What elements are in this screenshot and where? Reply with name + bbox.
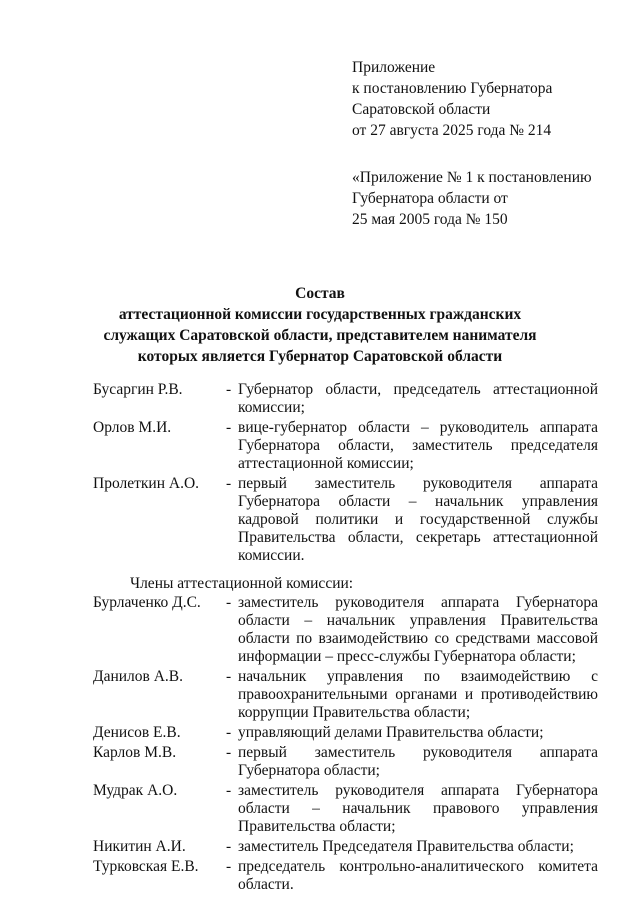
- header-line: Губернатора области от: [352, 190, 508, 207]
- member-role: Губернатор области, председатель аттестационной комиссии;: [238, 381, 598, 416]
- member-row: [93, 668, 598, 722]
- dash: -: [226, 668, 232, 685]
- member-name: Бурлаченко Д.С.: [93, 594, 201, 611]
- dash: -: [226, 782, 232, 799]
- member-name: Турковская Е.В.: [93, 858, 199, 875]
- header-line: Саратовской области: [352, 101, 491, 118]
- member-name: Пролеткин А.О.: [93, 475, 200, 492]
- member-row: [93, 858, 598, 894]
- member-name: Данилов А.В.: [93, 668, 184, 685]
- title-line: которых является Губернатор Саратовской области: [137, 348, 503, 365]
- appendix-header: [352, 57, 640, 141]
- member-row: [93, 782, 598, 836]
- dash: -: [226, 838, 232, 855]
- header-line: от 27 августа 2025 года № 214: [352, 122, 552, 139]
- member-name: Мудрак А.О.: [93, 782, 178, 799]
- member-row: [93, 594, 598, 666]
- member-role: вице-губернатор области – руководитель аппарата Губернатора области, заместитель председателя аттестационной комиссии;: [238, 419, 598, 472]
- member-role: председатель контрольно-аналитического комитета области.: [238, 858, 598, 893]
- title-line: служащих Саратовской области, представителем нанимателя: [103, 327, 537, 344]
- member-name: Карлов М.В.: [93, 744, 177, 761]
- document-title: [0, 283, 640, 367]
- title-line: Состав: [295, 285, 345, 302]
- member-role: управляющий делами Правительства области;: [238, 724, 544, 741]
- dash: -: [226, 858, 232, 875]
- member-role: первый заместитель руководителя аппарата Губернатора области – начальник управления кадровой политики и государственной службы Правительства области, секретарь аттестационной комиссии.: [238, 475, 598, 564]
- member-name: Денисов Е.В.: [93, 724, 181, 741]
- member-name: Орлов М.И.: [93, 419, 172, 436]
- member-row: [93, 744, 598, 780]
- dash: -: [226, 475, 232, 492]
- header-line: «Приложение № 1 к постановлению: [352, 169, 592, 186]
- dash: -: [226, 419, 232, 436]
- header-line: к постановлению Губернатора: [352, 80, 553, 97]
- member-row: [93, 724, 598, 742]
- member-role: первый заместитель руководителя аппарата Губернатора области;: [238, 744, 598, 779]
- member-row: [93, 419, 598, 473]
- title-line: аттестационной комиссии государственных гражданских: [118, 306, 522, 323]
- dash: -: [226, 381, 232, 398]
- appendix-header-original: [352, 167, 640, 230]
- dash: -: [226, 594, 232, 611]
- header-line: Приложение: [352, 59, 436, 76]
- member-name: Бусаргин Р.В.: [93, 381, 183, 398]
- member-role: заместитель Председателя Правительства области;: [238, 838, 574, 855]
- member-role: начальник управления по взаимодействию с правоохранительными органами и противодействию коррупции Правительства области;: [238, 668, 598, 721]
- leadership-list: [93, 381, 598, 565]
- dash: -: [226, 744, 232, 761]
- member-row: [93, 838, 598, 856]
- members-label: Члены аттестационной комиссии:: [130, 575, 354, 592]
- member-row: [93, 381, 598, 417]
- members-list: [93, 594, 598, 894]
- header-line: 25 мая 2005 года № 150: [352, 211, 508, 228]
- dash: -: [226, 724, 232, 741]
- member-row: [93, 475, 598, 565]
- member-role: заместитель руководителя аппарата Губернатора области – начальник управления Правительства области по взаимодействию со средствами массовой информации – пресс-службы Губернатора области;: [238, 594, 598, 665]
- member-name: Никитин А.И.: [93, 838, 186, 855]
- member-role: заместитель руководителя аппарата Губернатора области – начальник правового управления Правительства области;: [238, 782, 598, 835]
